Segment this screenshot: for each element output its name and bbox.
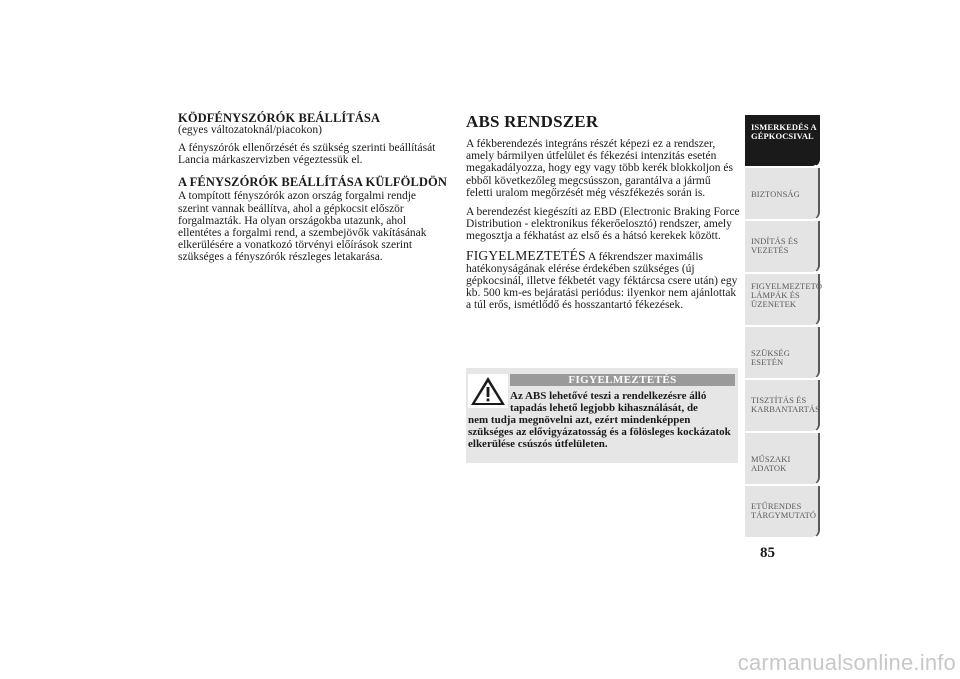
watermark: carmanualsonline.info <box>737 650 956 675</box>
abs-inline-warning-head: FIGYELMEZTETÉS <box>466 247 586 263</box>
tab-getting-to-know[interactable]: ISMERKEDÉS A GÉPKOCSIVAL <box>745 115 820 167</box>
abs-paragraph-3-text: A fékrendszer maximális hatékonyságának elérése érdekében szükséges (új gépkocsinál, illetve fékbetét vagy féktárcsa csere után) egy kb. 500 km-es bejáratási periódus: ilyenkor nem ajánlottak a túl erős, ismétlődő és hosszantartó fékezések. <box>466 250 738 312</box>
tab-index[interactable]: ETŰRENDES TÁRGYMUTATÓ <box>745 486 820 538</box>
tab-maintenance[interactable]: TISZTÍTÁS ÉS KARBANTARTÁS <box>745 380 820 432</box>
fog-lamp-heading: KÖDFÉNYSZÓRÓK BEÁLLÍTÁSA <box>178 111 381 125</box>
warning-text <box>468 390 734 450</box>
abs-paragraph-3 <box>466 247 740 312</box>
warning-line-1: Az ABS lehetővé teszi a rendelkezésre álló tapadás lehető legjobb kihasználását, de <box>510 390 707 414</box>
abroad-heading: A FÉNYSZÓRÓK BEÁLLÍTÁSA KÜLFÖLDÖN <box>178 175 447 190</box>
page-number: 85 <box>760 545 775 561</box>
tab-technical-data[interactable]: MŰSZAKI ADATOK <box>745 433 820 485</box>
abs-heading: ABS RENDSZER <box>466 112 599 131</box>
abs-paragraph-2: A berendezést kiegészíti az EBD (Electronic Braking Force Distribution - elektronikus fékerőelosztó) rendszer, amely megosztja a fékhatást az első és a hátsó kerekek között. <box>466 206 740 243</box>
tab-safety[interactable]: BIZTONSÁG <box>745 168 820 220</box>
fog-lamp-paragraph: A fényszórók ellenőrzését és szükség szerinti beállítását Lancia márkaszervizben végeztessük el. <box>178 142 436 167</box>
warning-title: FIGYELMEZTETÉS <box>510 374 735 386</box>
abs-paragraph-1: A fékberendezés integráns részét képezi ez a rendszer, amely bármilyen útfelület és fékezési intenzitás esetén megakadályozza, hogy egy vagy több kerék blokkoljon és ebből következőleg megcsússzon, garantálva a jármű feletti uralom megőrzését még vészfékezés során is. <box>466 138 733 199</box>
left-column <box>178 112 448 271</box>
warning-box <box>466 368 738 463</box>
tab-emergency[interactable]: SZÜKSÉG ESETÉN <box>745 327 820 379</box>
warning-line-2: nem tudja megnövelni azt, ezért mindenképpen szükséges az elővigyázatosság és a fölösleges kockázatok elkerülése csúszós útfelületen. <box>468 414 731 450</box>
right-column <box>466 112 740 319</box>
abroad-paragraph: A tompított fényszórók azon ország forgalmi rendje szerint vannak beállítva, ahol a gépkocsit először forgalmazták. Ha olyan országokba utazunk, ahol ellentétes a forgalmi rend, a szembejövők vakításának elkerülésére a vonatkozó törvényi előírások szerint szükséges a fényszórók részleges letakarása. <box>178 190 427 264</box>
fog-lamp-subheading: (egyes változatoknál/piacokon) <box>178 124 323 136</box>
tab-warning-lights[interactable]: FIGYELMEZTETŐ LÁMPÁK ÉS ÜZENETEK <box>745 274 820 326</box>
tab-starting-driving[interactable]: INDÍTÁS ÉS VEZETÉS <box>745 221 820 273</box>
